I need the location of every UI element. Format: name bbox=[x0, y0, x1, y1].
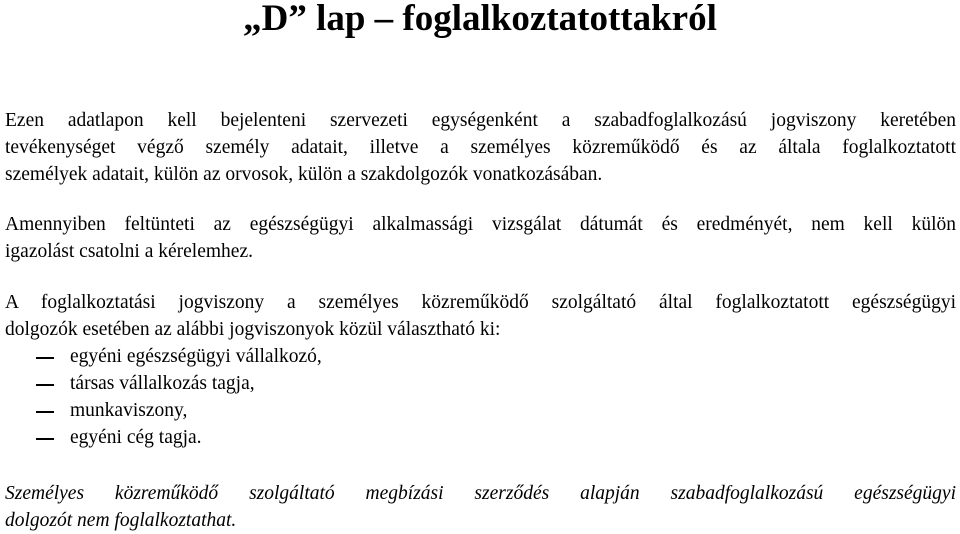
paragraph-line: Ezen adatlapon kell bejelenteni szervezeti egységenként a szabadfoglalkozású jogviszony keretében bbox=[5, 110, 956, 131]
page-title: „D” lap – foglalkoztatottakról bbox=[243, 0, 717, 39]
intro-paragraph bbox=[5, 107, 956, 188]
list-item-label: munkaviszony, bbox=[70, 400, 188, 421]
list-item-label: társas vállalkozás tagja, bbox=[70, 373, 255, 394]
list-item bbox=[5, 424, 322, 451]
list-item bbox=[5, 343, 322, 370]
list-item-label: egyéni cég tagja. bbox=[70, 427, 202, 448]
paragraph-line: dolgozót nem foglalkoztathat. bbox=[5, 510, 237, 531]
dash-bullet-icon bbox=[36, 411, 54, 413]
dash-bullet-icon bbox=[36, 438, 54, 440]
paragraph-line: tevékenységet végző személy adatait, illetve a személyes közreműködő és az általa foglalkoztatott bbox=[5, 137, 956, 158]
paragraph-line: Amennyiben feltünteti az egészségügyi alkalmassági vizsgálat dátumát és eredményét, nem kell külön bbox=[5, 214, 956, 235]
paragraph-line: Személyes közreműködő szolgáltató megbízási szerződés alapján szabadfoglalkozású egészségügyi bbox=[5, 483, 956, 504]
list-item-label: egyéni egészségügyi vállalkozó, bbox=[70, 346, 322, 367]
paragraph-line: A foglalkoztatási jogviszony a személyes közreműködő szolgáltató által foglalkoztatott egészségügyi bbox=[5, 292, 956, 313]
certificate-paragraph bbox=[5, 211, 956, 265]
employment-paragraph bbox=[5, 289, 956, 343]
list-item bbox=[5, 370, 322, 397]
list-item bbox=[5, 397, 322, 424]
restriction-note-paragraph bbox=[5, 480, 956, 534]
employment-type-list bbox=[5, 343, 322, 451]
paragraph-line: személyek adatait, külön az orvosok, külön a szakdolgozók vonatkozásában. bbox=[5, 164, 603, 185]
paragraph-line: igazolást csatolni a kérelemhez. bbox=[5, 241, 253, 262]
dash-bullet-icon bbox=[36, 357, 54, 359]
dash-bullet-icon bbox=[36, 384, 54, 386]
paragraph-line: dolgozók esetében az alábbi jogviszonyok közül választható ki: bbox=[5, 319, 501, 340]
